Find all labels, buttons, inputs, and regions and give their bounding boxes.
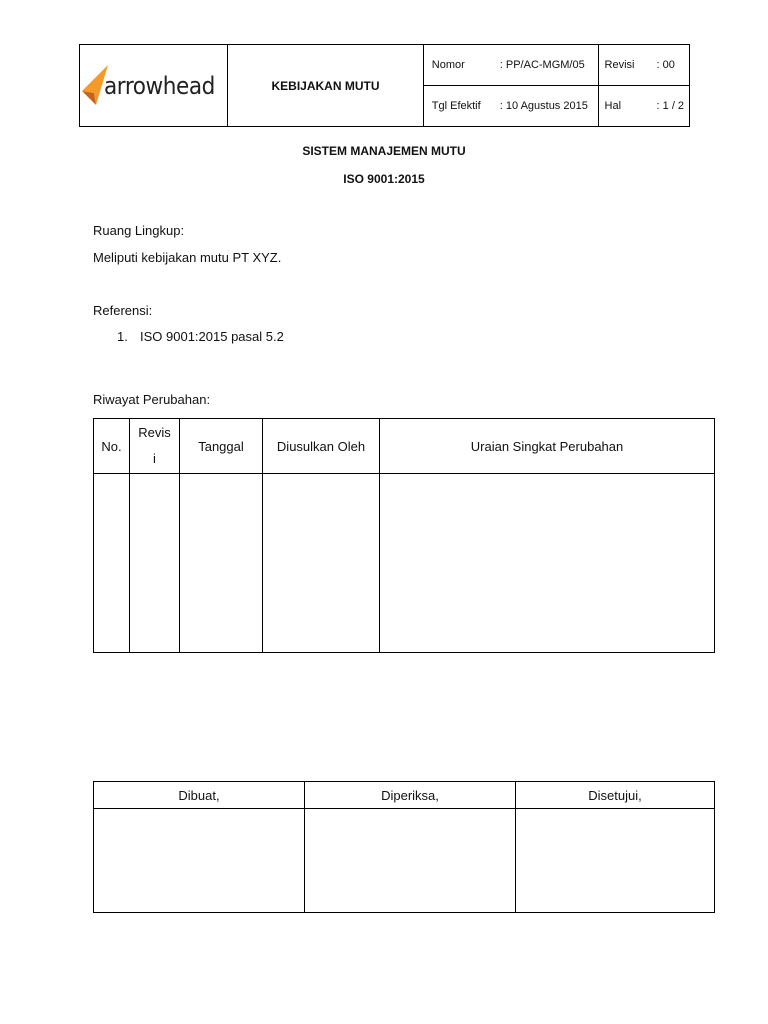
document-header (79, 44, 690, 127)
history-cell (180, 474, 263, 653)
col-revisi-part1: Revis (138, 425, 171, 440)
nomor-value: : PP/AC-MGM/05 (499, 59, 585, 71)
reference-item-number: 1. (117, 329, 128, 344)
revisi-label: Revisi (604, 59, 635, 71)
col-revisi-part2: i (153, 451, 156, 466)
col-diusulkan: Diusulkan Oleh (276, 438, 366, 454)
signature-cell (516, 809, 715, 913)
scope-text: Meliputi kebijakan mutu PT XYZ. (93, 250, 282, 265)
tgl-value: : 10 Agustus 2015 (499, 100, 588, 112)
signature-cell (94, 809, 305, 913)
title-line-2: ISO 9001:2015 (343, 172, 425, 186)
history-table (93, 418, 715, 653)
revisi-value: : 00 (656, 59, 675, 71)
history-header-row (94, 419, 715, 474)
col-tanggal: Tanggal (198, 438, 244, 454)
history-cell (263, 474, 380, 653)
signature-table (93, 781, 715, 913)
reference-heading: Referensi: (93, 303, 153, 318)
history-cell (94, 474, 130, 653)
signature-cell (305, 809, 516, 913)
hal-label: Hal (604, 100, 622, 112)
logo-cell (80, 45, 228, 127)
reference-item-text: ISO 9001:2015 pasal 5.2 (140, 329, 284, 344)
signature-empty-row (94, 809, 715, 913)
scope-heading: Ruang Lingkup: (93, 223, 185, 238)
nomor-label: Nomor (431, 59, 465, 71)
title-line-1: SISTEM MANAJEMEN MUTU (302, 144, 466, 158)
doc-title-cell (228, 45, 424, 127)
hal-value: : 1 / 2 (656, 100, 685, 112)
sig-diperiksa: Diperiksa, (381, 787, 439, 803)
history-empty-row (94, 474, 715, 653)
doc-title: KEBIJAKAN MUTU (271, 78, 380, 93)
nomor-cell (423, 45, 598, 86)
history-cell (380, 474, 715, 653)
sig-dibuat: Dibuat, (178, 787, 220, 803)
tgl-label: Tgl Efektif (431, 100, 481, 112)
revisi-cell (598, 45, 689, 86)
history-cell (130, 474, 180, 653)
signature-header-row (94, 782, 715, 809)
sig-disetujui: Disetujui, (588, 787, 642, 803)
logo-text: arrowhead (104, 71, 215, 100)
col-uraian: Uraian Singkat Perubahan (470, 438, 624, 454)
hal-cell (598, 86, 689, 127)
tgl-cell (423, 86, 598, 127)
col-no: No. (101, 438, 122, 454)
history-heading: Riwayat Perubahan: (93, 392, 211, 407)
company-logo (80, 46, 227, 126)
